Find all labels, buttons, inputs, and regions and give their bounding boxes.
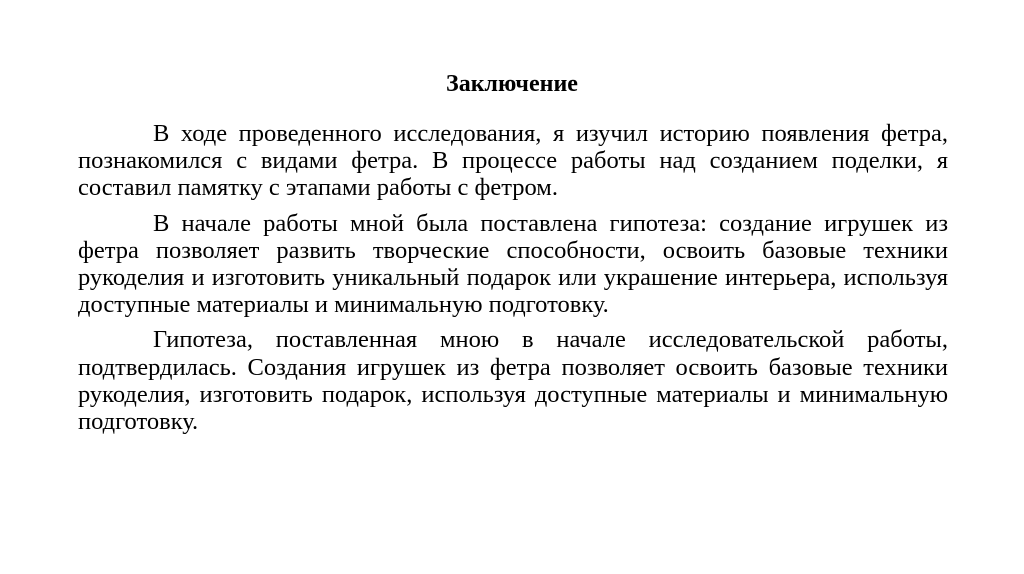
paragraph-conclusion: Гипотеза, поставленная мною в начале исследовательской работы, подтвердилась. Создания игрушек из фетра позволяет освоить базовые техники рукоделия, изготовить подарок, используя доступные материалы и минимальную подготовку.: [78, 326, 948, 436]
slide-title: Заключение: [446, 71, 578, 97]
paragraph-research-summary: В ходе проведенного исследования, я изучил историю появления фетра, познакомился с видами фетра. В процессе работы над созданием поделки, я составил памятку с этапами работы с фетром.: [78, 120, 948, 202]
slide-body: [78, 120, 948, 443]
paragraph-hypothesis: В начале работы мной была поставлена гипотеза: создание игрушек из фетра позволяет развить творческие способности, освоить базовые техники рукоделия и изготовить уникальный подарок или украшение интерьера, используя доступные материалы и минимальную подготовку.: [78, 209, 948, 319]
